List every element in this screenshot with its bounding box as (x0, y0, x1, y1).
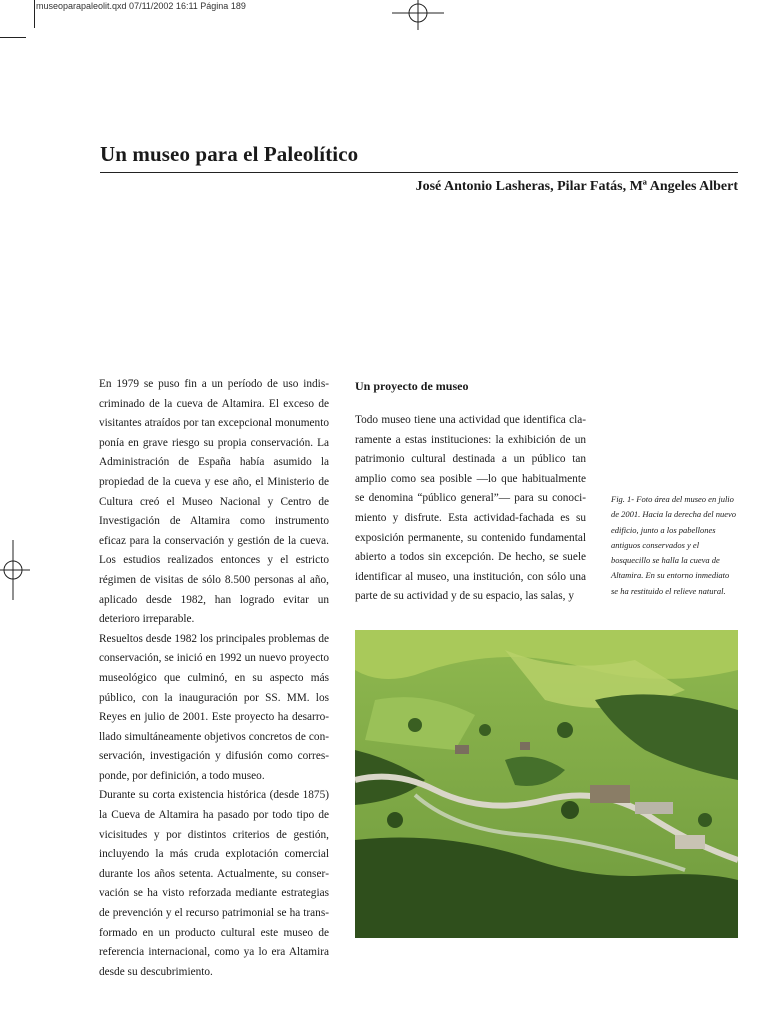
article-title: Un museo para el Paleolítico (100, 142, 359, 166)
article-authors: José Antonio Lasheras, Pilar Fatás, Mª Angeles Albert (415, 179, 738, 194)
aerial-photo (355, 630, 738, 938)
tree (557, 722, 573, 738)
crop-mark-left (0, 37, 26, 38)
section-heading: Un proyecto de museo (355, 379, 469, 393)
crop-mark-top (34, 0, 35, 28)
registration-mark-left-icon (0, 540, 30, 600)
aerial-landscape-image (355, 630, 738, 938)
pavilion (455, 745, 469, 754)
pavilion (520, 742, 530, 750)
body-paragraph: Durante su corta existencia histórica (desde 1875) la Cueva de Altamira ha pasado por todo tipo de vicisitudes y por distintos criterios de gestión, incluyendo la más cruda explotación comercial durante los años setenta. Actualmente, su conservación se ha visto reforzada mediante estrategias de prevención y el recurso patrimonial se ha transformado en un producto cultural este museo de referencia internacional, como ya lo era Altamira desde su descubrimiento. (99, 789, 329, 978)
tree (479, 724, 491, 736)
tree (561, 801, 579, 819)
parking (675, 835, 705, 849)
right-column (355, 411, 586, 607)
museum-building (635, 802, 673, 814)
body-paragraph: Todo museo tiene una actividad que identifica claramente a estas instituciones: la exhibición de un patrimonio cultural destinada a un público tan amplio como sea posible —lo que habitualmente se denomina “público general”— para su conocimiento y disfrute. Esta actividad-fachada es su exposición permanente, su contenido fundamental abierto a todos sin excepción. De hecho, se suele identificar al museo, una institución, con sólo una parte de su actividad y de su espacio, las salas, y (355, 414, 586, 603)
body-paragraph: En 1979 se puso fin a un período de uso indiscriminado de la cueva de Altamira. El exceso de visitantes atraídos por tan excepcional monumento ponía en grave riesgo su propia conservación. La Administración de España había asumido la propiedad de la cueva y ese año, el Ministerio de Cultura creó el Museo Nacional y Centro de Investigación de Altamira como instrumento eficaz para la conservación y gestión de la cueva. Los estudios realizados entonces y el estricto régimen de visitas de sólo 8.500 personas al año, aplicado desde 1982, han logrado evitar un deterioro irreparable. (99, 378, 329, 626)
tree (387, 812, 403, 828)
body-paragraph: Resueltos desde 1982 los principales problemas de conservación, se inició en 1992 un nuevo proyecto museológico que culminó, en su aspecto más público, con la inauguración por SS. MM. los Reyes en julio de 2001. Este proyecto ha desarrollado simultáneamente objetivos concretos de conservación, investigación y difusión como corresponde, por definición, a todo museo. (99, 632, 329, 782)
museum-building (590, 785, 630, 803)
left-column (99, 375, 329, 982)
tree (408, 718, 422, 732)
registration-mark-top-icon (392, 0, 444, 30)
slug-line: museoparapaleolit.qxd 07/11/2002 16:11 Página 189 (36, 1, 246, 11)
title-rule (100, 172, 738, 173)
tree (698, 813, 712, 827)
figure-caption: Fig. 1- Foto área del museo en julio de 2001. Hacia la derecha del nuevo edificio, junto a los pabellones antiguos conservados y el bosquecillo se halla la cueva de Altamira. En su entorno inmediato se ha restituido el relieve natural. (611, 494, 737, 596)
